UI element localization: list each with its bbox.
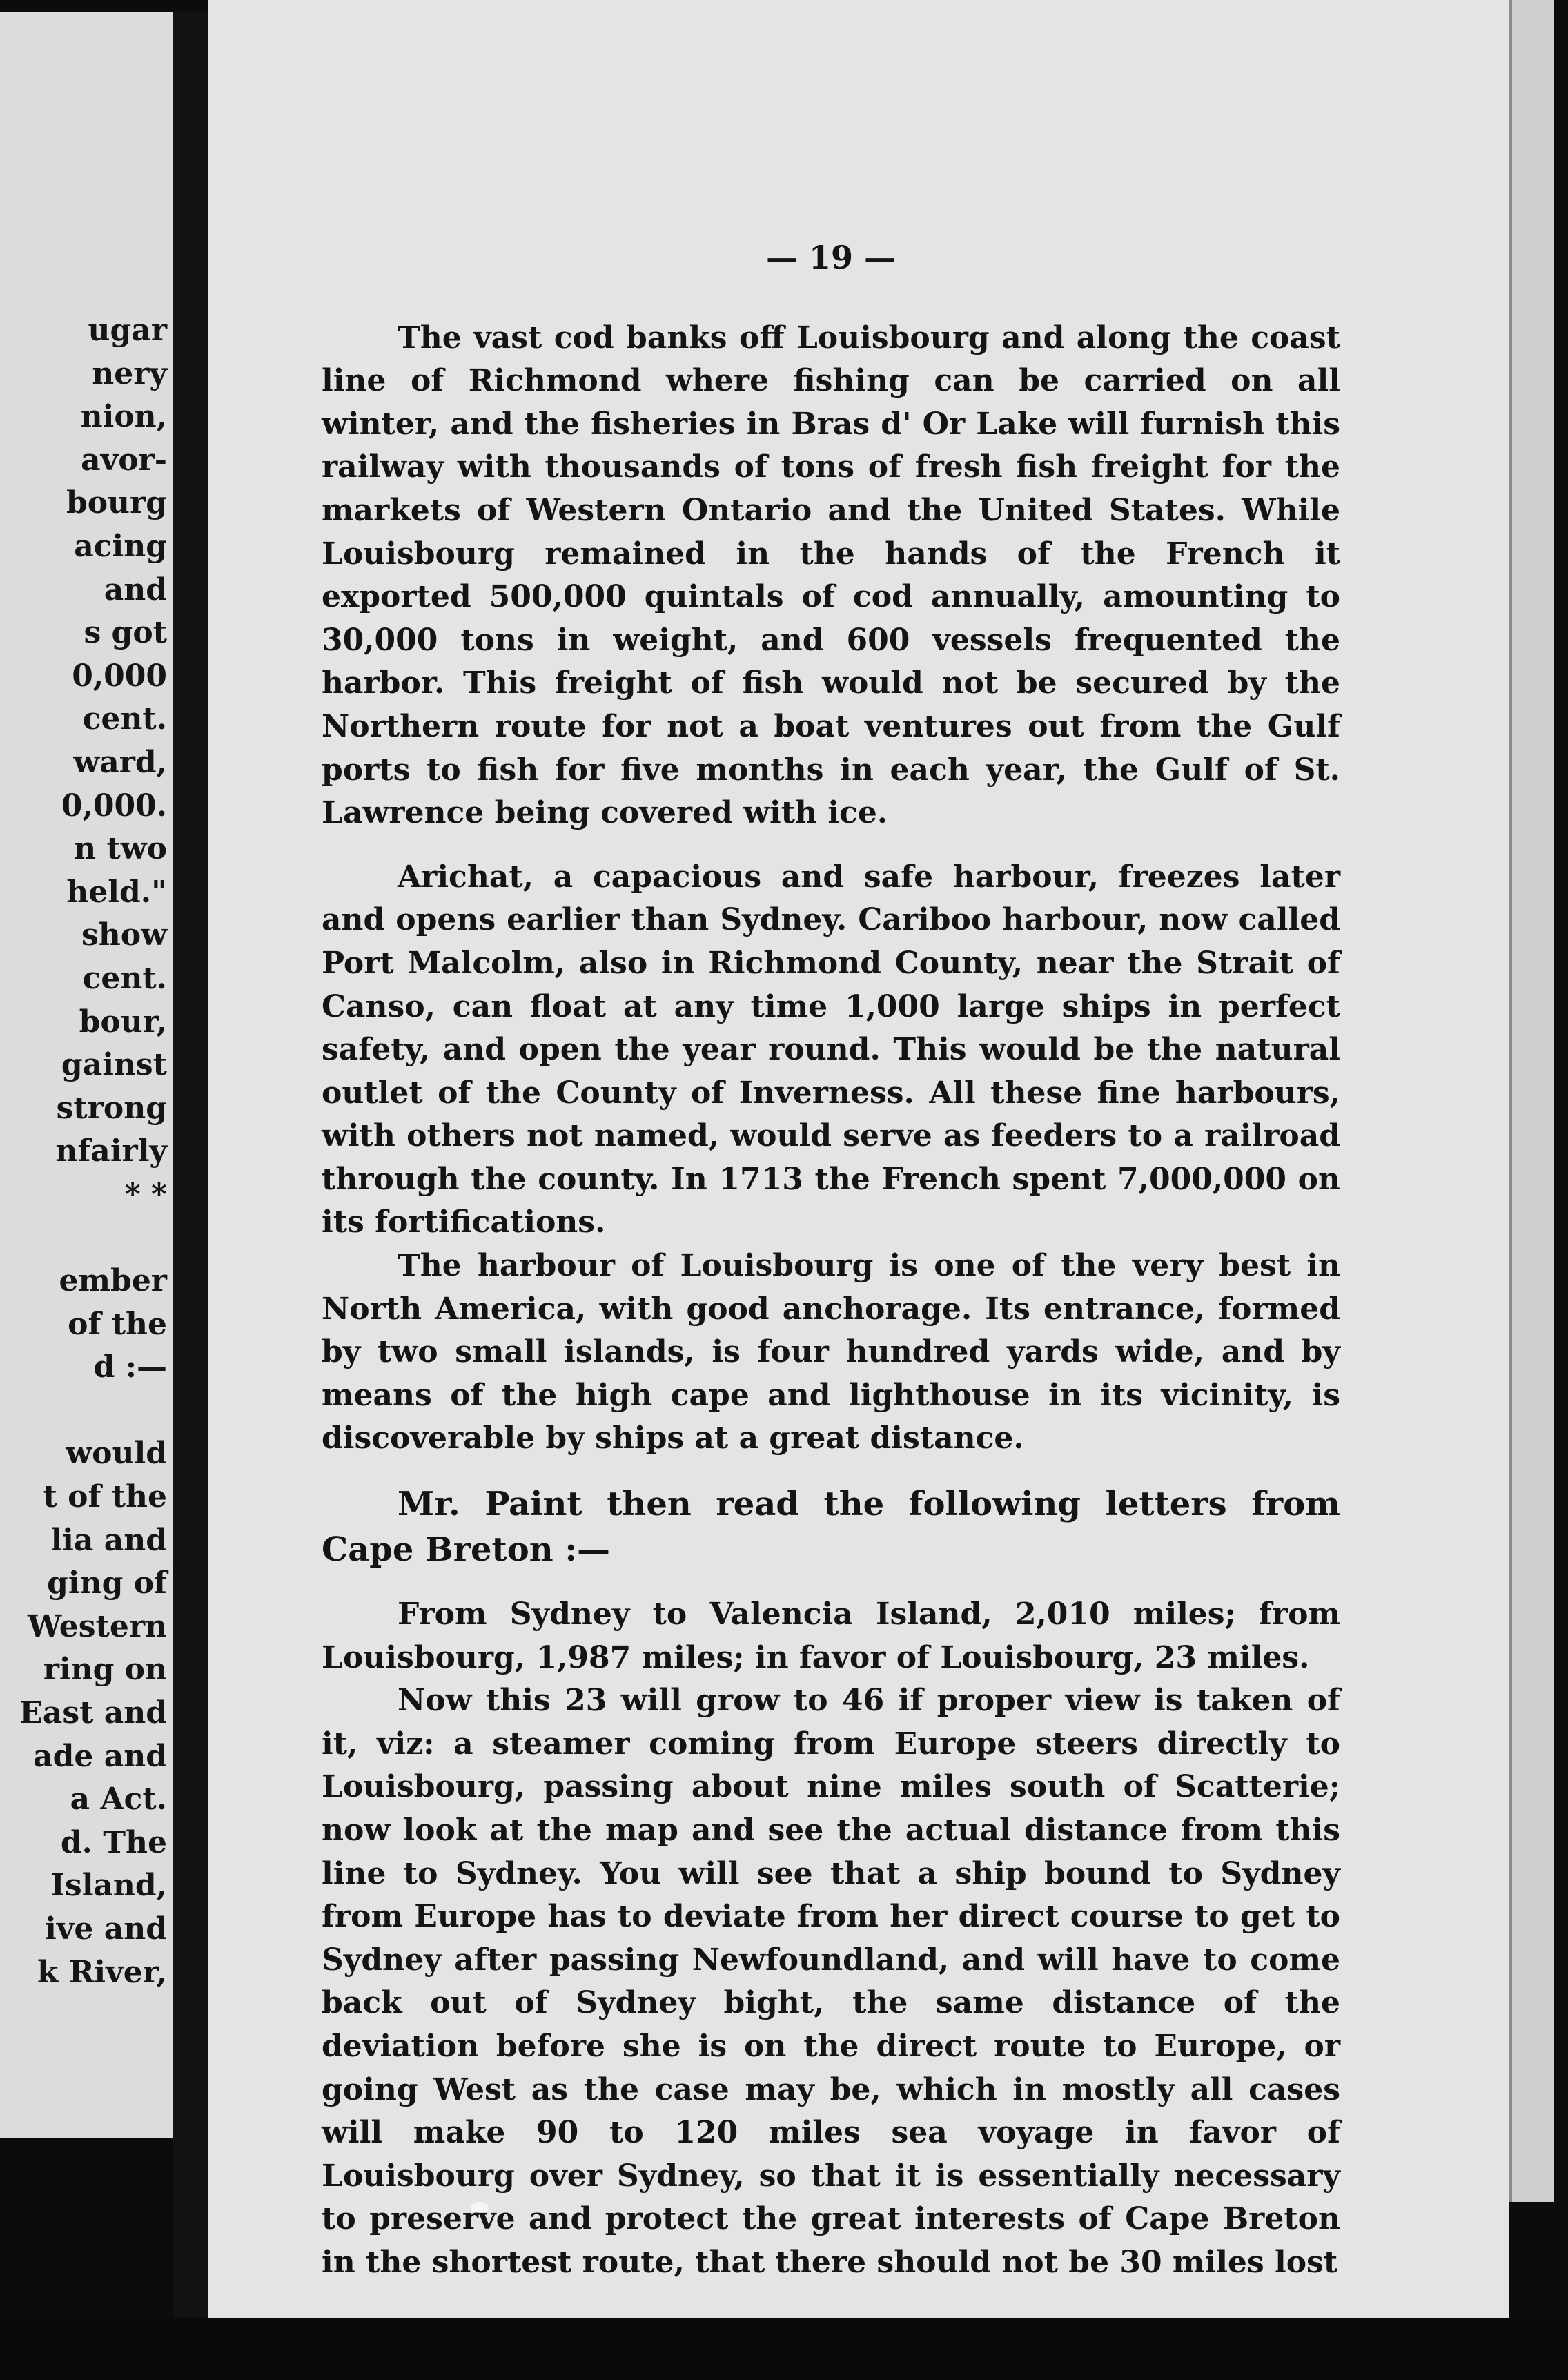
paragraph-cod-banks: The vast cod banks off Louisbourg and along the coast line of Richmond where fishing can be carried on all winter, and the fisheries in Bras d' Or Lake will furnish this railway with thousands of tons of fresh fish freight for the markets of Western Ontario and the United States. While Louisbourg remained in the hands of the French it exported 500,000 quintals of cod annually, amounting to 30,000 tons in weight, and 600 vessels frequented the harbor. This freight of fish would not be secured by the Northern route for not a boat ventures out from the Gulf ports to fish for five months in each year, the Gulf of St. Lawrence being covered with ice. bbox=[322, 320, 1340, 831]
left-line bbox=[19, 1216, 167, 1260]
left-line: bourg bbox=[66, 485, 167, 521]
left-line bbox=[19, 1389, 167, 1433]
left-line: Island, bbox=[50, 1868, 167, 1904]
left-line: East and bbox=[19, 1695, 167, 1730]
paragraph-arichat: Arichat, a capacious and safe harbour, freezes later and opens earlier than Sydney. Cariboo harbour, now called Port Malcolm, also in Richmond County, near the Strait of Canso, can float at any time 1,000 large ships in perfect safety, and open the year round. This would be the natural outlet of the County of Inverness. All these fine harbours, with others not named, would serve as feeders to a railroad through the county. In 1713 the French spent 7,000,000 on its fortifications. bbox=[322, 859, 1340, 1240]
paragraph-distances: From Sydney to Valencia Island, 2,010 miles; from Louisbourg, 1,987 miles; in favor of Louisbourg, 23 miles. bbox=[322, 1597, 1340, 1675]
left-page-text bbox=[19, 309, 167, 1994]
left-page-fragment bbox=[0, 12, 173, 2138]
left-line: show bbox=[81, 917, 167, 953]
left-line: avor- bbox=[81, 442, 167, 478]
left-line: ging of bbox=[47, 1565, 167, 1601]
left-line: ember bbox=[59, 1263, 167, 1299]
left-line: held." bbox=[66, 874, 167, 910]
left-line: ugar bbox=[88, 313, 167, 348]
paragraph-louisbourg-harbour: The harbour of Louisbourg is one of the very best in North America, with good anchorage. Its entrance, formed by two small islands, is four hundred yards wide, and by means of the high cape and lighthouse in its vicinity, is discoverable by ships at a great distance. bbox=[322, 1248, 1340, 1456]
left-line: ring on bbox=[43, 1652, 167, 1688]
left-line: 0,000. bbox=[61, 788, 167, 823]
left-line: d. The bbox=[60, 1824, 167, 1860]
paragraph-route: Now this 23 will grow to 46 if proper view is taken of it, viz: a steamer coming from Europe steers directly to Louisbourg, passing about nine miles south of Scatterie; now look at the map and see the actual distance from this line to Sydney. You will see that a ship bound to Sydney from Europe has to deviate from her direct course to get to Sydney after passing Newfoundland, and will have to come back out of Sydney bight, the same distance of the deviation before she is on the direct route to Europe, or going West as the case may be, which in mostly all cases will make 90 to 120 miles sea voyage in favor of Louisbourg over Sydney, so that it is essentially necessary to preserve and protect the great interests of Cape Breton in the shortest route, that there should not be 30 miles lost bbox=[322, 1683, 1340, 2280]
left-line: would bbox=[66, 1436, 167, 1472]
left-line: strong bbox=[56, 1090, 167, 1126]
left-line: cent. bbox=[82, 701, 167, 737]
left-line: * * bbox=[124, 1176, 167, 1212]
left-line: Western bbox=[27, 1608, 167, 1644]
paragraph-mr-paint: Mr. Paint then read the following letters from Cape Breton :— bbox=[322, 1485, 1340, 1570]
left-line: and bbox=[104, 572, 167, 607]
left-line: gainst bbox=[61, 1047, 167, 1083]
page-text bbox=[322, 236, 1340, 2285]
left-line: s got bbox=[84, 615, 167, 651]
scan-border bbox=[0, 2318, 1568, 2380]
left-line: a Act. bbox=[70, 1782, 167, 1817]
left-line: 0,000 bbox=[72, 658, 167, 694]
left-line: nfairly bbox=[55, 1133, 167, 1169]
left-line: nion, bbox=[80, 399, 167, 435]
left-line: lia and bbox=[50, 1522, 167, 1558]
left-line: t of the bbox=[43, 1479, 167, 1515]
left-line: cent. bbox=[82, 960, 167, 996]
page-edge bbox=[1509, 0, 1554, 2202]
left-line: ive and bbox=[45, 1911, 167, 1947]
left-line: d :— bbox=[93, 1349, 167, 1385]
page-number: — 19 — bbox=[765, 239, 896, 276]
left-line: ward, bbox=[73, 744, 167, 780]
left-line: of the bbox=[68, 1306, 167, 1342]
book-gutter bbox=[173, 12, 208, 2318]
left-line: nery bbox=[92, 355, 167, 391]
left-line: n two bbox=[74, 831, 167, 867]
left-line: k River, bbox=[37, 1954, 167, 1990]
left-line: bour, bbox=[79, 1004, 167, 1040]
left-line: acing bbox=[74, 528, 167, 564]
left-line: ade and bbox=[33, 1738, 167, 1774]
